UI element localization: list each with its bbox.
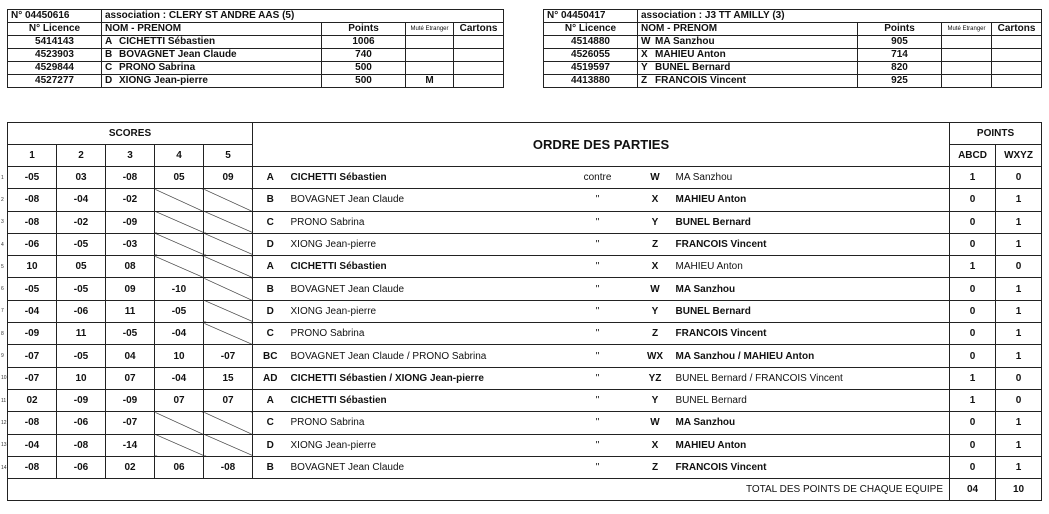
set-header-3: 3 (106, 145, 155, 167)
player-name-cell (102, 75, 322, 88)
home-letter: B (253, 278, 288, 300)
set-score-4: 06 (155, 456, 204, 478)
home-letter: A (253, 389, 288, 411)
set-score-4 (155, 211, 204, 233)
match-row (8, 389, 1042, 411)
player-mute (406, 62, 454, 75)
player-points: 740 (322, 49, 406, 62)
points-wxyz: 1 (996, 300, 1042, 322)
set-score-4 (155, 256, 204, 278)
set-score-5 (204, 278, 253, 300)
contre-label: " (558, 434, 638, 456)
contre-label: contre (558, 167, 638, 189)
points-wxyz: 1 (996, 456, 1042, 478)
player-row (8, 62, 504, 75)
player-cartons (454, 62, 504, 75)
name-header: NOM - PRENOM (102, 23, 322, 36)
set-score-5 (204, 300, 253, 322)
set-score-2: -06 (57, 456, 106, 478)
away-player: FRANCOIS Vincent (673, 456, 950, 478)
points-abcd: 1 (950, 256, 996, 278)
cartons-header: Cartons (454, 23, 504, 36)
home-player: CICHETTI Sébastien (288, 389, 558, 411)
player-name: FRANCOIS Vincent (655, 75, 746, 86)
match-order-table (7, 122, 1042, 501)
points-header: Points (858, 23, 942, 36)
set-score-2: -05 (57, 345, 106, 367)
points-abcd: 1 (950, 389, 996, 411)
set-score-2: 03 (57, 167, 106, 189)
contre-label: " (558, 300, 638, 322)
points-wxyz: 0 (996, 367, 1042, 389)
ordre-title: ORDRE DES PARTIES (253, 123, 950, 167)
home-letter: A (253, 256, 288, 278)
set-score-1: -07 (8, 345, 57, 367)
set-score-1: 10 (8, 256, 57, 278)
team-left-association: association : CLERY ST ANDRE AAS (5) (102, 10, 504, 23)
points-wxyz: 1 (996, 278, 1042, 300)
name-header: NOM - PRENOM (638, 23, 858, 36)
home-letter: BC (253, 345, 288, 367)
points-abcd: 1 (950, 367, 996, 389)
player-name-cell (102, 49, 322, 62)
player-licence: 4514880 (544, 36, 638, 49)
player-mute (942, 36, 992, 49)
scores-title: SCORES (8, 123, 253, 145)
home-letter: A (253, 167, 288, 189)
set-header-4: 4 (155, 145, 204, 167)
set-score-2: -05 (57, 278, 106, 300)
player-letter: C (105, 62, 113, 73)
set-score-2: -08 (57, 434, 106, 456)
player-name: BUNEL Bernard (655, 62, 731, 73)
mute-header: Muté Etranger (942, 23, 992, 36)
set-score-3: -07 (106, 412, 155, 434)
set-score-3: 11 (106, 300, 155, 322)
player-letter: A (105, 36, 113, 47)
set-score-5: -07 (204, 345, 253, 367)
player-name-cell (102, 36, 322, 49)
total-label: TOTAL DES POINTS DE CHAQUE EQUIPE (8, 479, 950, 501)
player-mute (406, 49, 454, 62)
set-score-1: -05 (8, 167, 57, 189)
row-number: 9 (1, 353, 4, 360)
player-points: 820 (858, 62, 942, 75)
set-score-3: 09 (106, 278, 155, 300)
player-row (8, 75, 504, 88)
points-wxyz: 0 (996, 389, 1042, 411)
away-letter: X (638, 434, 673, 456)
set-score-2: 05 (57, 256, 106, 278)
points-abcd-header: ABCD (950, 145, 996, 167)
contre-label: " (558, 189, 638, 211)
player-mute: M (406, 75, 454, 88)
set-score-4 (155, 189, 204, 211)
player-row (544, 36, 1042, 49)
player-licence: 5414143 (8, 36, 102, 49)
match-row (8, 189, 1042, 211)
points-wxyz: 0 (996, 256, 1042, 278)
set-score-3: -09 (106, 211, 155, 233)
player-row (544, 62, 1042, 75)
set-score-5 (204, 412, 253, 434)
set-score-2: 11 (57, 323, 106, 345)
match-row (8, 167, 1042, 189)
points-wxyz: 1 (996, 189, 1042, 211)
match-row (8, 367, 1042, 389)
player-points: 905 (858, 36, 942, 49)
away-player: BUNEL Bernard (673, 211, 950, 233)
set-header-2: 2 (57, 145, 106, 167)
set-score-5 (204, 434, 253, 456)
points-wxyz: 1 (996, 345, 1042, 367)
points-title: POINTS (950, 123, 1042, 145)
set-score-3: -02 (106, 189, 155, 211)
points-wxyz: 1 (996, 211, 1042, 233)
away-letter: Z (638, 233, 673, 255)
away-player: MAHIEU Anton (673, 434, 950, 456)
away-player: FRANCOIS Vincent (673, 233, 950, 255)
set-score-3: 04 (106, 345, 155, 367)
row-number: 11 (1, 397, 7, 404)
points-wxyz: 1 (996, 233, 1042, 255)
licence-header: N° Licence (544, 23, 638, 36)
home-player: CICHETTI Sébastien (288, 256, 558, 278)
away-player: MA Sanzhou (673, 167, 950, 189)
player-cartons (992, 36, 1042, 49)
away-player: BUNEL Bernard (673, 300, 950, 322)
player-name-cell (638, 49, 858, 62)
points-wxyz: 1 (996, 323, 1042, 345)
contre-label: " (558, 256, 638, 278)
home-letter: AD (253, 367, 288, 389)
set-score-3: -08 (106, 167, 155, 189)
away-player: MA Sanzhou (673, 278, 950, 300)
away-player: MAHIEU Anton (673, 189, 950, 211)
set-score-5: 07 (204, 389, 253, 411)
home-letter: C (253, 323, 288, 345)
away-letter: Z (638, 323, 673, 345)
licence-header: N° Licence (8, 23, 102, 36)
points-abcd: 0 (950, 189, 996, 211)
match-row (8, 233, 1042, 255)
set-header-1: 1 (8, 145, 57, 167)
away-letter: Y (638, 300, 673, 322)
set-score-5 (204, 323, 253, 345)
home-player: BOVAGNET Jean Claude (288, 189, 558, 211)
set-score-3: 07 (106, 367, 155, 389)
player-cartons (454, 36, 504, 49)
player-licence: 4523903 (8, 49, 102, 62)
player-name: MA Sanzhou (655, 36, 715, 47)
player-cartons (992, 75, 1042, 88)
set-score-1: -08 (8, 412, 57, 434)
player-row (8, 49, 504, 62)
set-score-4: 07 (155, 389, 204, 411)
points-abcd: 1 (950, 167, 996, 189)
away-letter: Z (638, 456, 673, 478)
home-player: BOVAGNET Jean Claude (288, 456, 558, 478)
match-row (8, 345, 1042, 367)
player-licence: 4413880 (544, 75, 638, 88)
contre-label: " (558, 233, 638, 255)
total-abcd: 04 (950, 479, 996, 501)
set-score-5 (204, 233, 253, 255)
player-name: XIONG Jean-pierre (119, 75, 208, 86)
set-score-2: -05 (57, 233, 106, 255)
row-number: 4 (1, 241, 4, 248)
set-score-1: -06 (8, 233, 57, 255)
player-points: 925 (858, 75, 942, 88)
player-cartons (454, 49, 504, 62)
set-header-5: 5 (204, 145, 253, 167)
points-abcd: 0 (950, 278, 996, 300)
home-player: XIONG Jean-pierre (288, 300, 558, 322)
away-letter: YZ (638, 367, 673, 389)
player-points: 500 (322, 62, 406, 75)
match-row (8, 256, 1042, 278)
player-points: 500 (322, 75, 406, 88)
team-right-number: N° 04450417 (544, 10, 638, 23)
points-abcd: 0 (950, 323, 996, 345)
points-abcd: 0 (950, 345, 996, 367)
set-score-2: -04 (57, 189, 106, 211)
player-letter: Y (641, 62, 648, 73)
player-mute (942, 62, 992, 75)
contre-label: " (558, 412, 638, 434)
set-score-1: -05 (8, 278, 57, 300)
player-name: CICHETTI Sébastien (119, 36, 216, 47)
away-letter: WX (638, 345, 673, 367)
team-right-association: association : J3 TT AMILLY (3) (638, 10, 1042, 23)
points-abcd: 0 (950, 300, 996, 322)
set-score-3: 02 (106, 456, 155, 478)
away-letter: Y (638, 389, 673, 411)
set-score-1: -08 (8, 456, 57, 478)
points-abcd: 0 (950, 434, 996, 456)
home-letter: B (253, 189, 288, 211)
away-player: FRANCOIS Vincent (673, 323, 950, 345)
row-number: 7 (1, 308, 4, 315)
home-player: PRONO Sabrina (288, 211, 558, 233)
contre-label: " (558, 389, 638, 411)
set-score-1: -07 (8, 367, 57, 389)
home-letter: D (253, 434, 288, 456)
away-letter: W (638, 278, 673, 300)
points-header: Points (322, 23, 406, 36)
set-score-1: -09 (8, 323, 57, 345)
away-letter: W (638, 167, 673, 189)
player-letter: B (105, 49, 113, 60)
set-score-4: -05 (155, 300, 204, 322)
player-licence: 4526055 (544, 49, 638, 62)
contre-label: " (558, 345, 638, 367)
set-score-4: -04 (155, 367, 204, 389)
player-name-cell (638, 75, 858, 88)
player-name-cell (638, 36, 858, 49)
player-letter: W (641, 36, 651, 47)
points-wxyz: 1 (996, 412, 1042, 434)
home-player: XIONG Jean-pierre (288, 434, 558, 456)
row-number: 3 (1, 219, 4, 226)
player-row (544, 75, 1042, 88)
away-player: BUNEL Bernard / FRANCOIS Vincent (673, 367, 950, 389)
home-player: PRONO Sabrina (288, 323, 558, 345)
set-score-4: 10 (155, 345, 204, 367)
home-letter: B (253, 456, 288, 478)
player-letter: Z (641, 75, 648, 86)
set-score-2: -06 (57, 412, 106, 434)
set-score-1: 02 (8, 389, 57, 411)
row-number: 13 (1, 442, 7, 449)
contre-label: " (558, 456, 638, 478)
home-player: BOVAGNET Jean Claude / PRONO Sabrina (288, 345, 558, 367)
row-number: 1 (1, 174, 4, 181)
home-letter: C (253, 412, 288, 434)
player-points: 1006 (322, 36, 406, 49)
row-number: 2 (1, 196, 4, 203)
row-number: 10 (1, 375, 7, 382)
row-number: 8 (1, 330, 4, 337)
set-score-5: 09 (204, 167, 253, 189)
total-wxyz: 10 (996, 479, 1042, 501)
player-cartons (992, 62, 1042, 75)
row-number: 12 (1, 419, 7, 426)
set-score-3: -03 (106, 233, 155, 255)
player-cartons (992, 49, 1042, 62)
home-letter: D (253, 300, 288, 322)
set-score-2: -06 (57, 300, 106, 322)
set-score-2: -09 (57, 389, 106, 411)
away-letter: X (638, 256, 673, 278)
set-score-3: -09 (106, 389, 155, 411)
set-score-5 (204, 211, 253, 233)
match-row (8, 434, 1042, 456)
player-licence: 4529844 (8, 62, 102, 75)
match-row (8, 300, 1042, 322)
player-points: 714 (858, 49, 942, 62)
set-score-4: 05 (155, 167, 204, 189)
away-player: MA Sanzhou / MAHIEU Anton (673, 345, 950, 367)
points-abcd: 0 (950, 233, 996, 255)
player-mute (942, 75, 992, 88)
match-row (8, 456, 1042, 478)
away-player: MAHIEU Anton (673, 256, 950, 278)
player-row (544, 49, 1042, 62)
set-score-4: -04 (155, 323, 204, 345)
row-number: 5 (1, 263, 4, 270)
match-row (8, 323, 1042, 345)
home-player: CICHETTI Sébastien / XIONG Jean-pierre (288, 367, 558, 389)
team-left-table (7, 9, 504, 88)
away-letter: W (638, 412, 673, 434)
points-abcd: 0 (950, 456, 996, 478)
set-score-2: -02 (57, 211, 106, 233)
set-score-1: -08 (8, 189, 57, 211)
home-player: BOVAGNET Jean Claude (288, 278, 558, 300)
contre-label: " (558, 278, 638, 300)
home-letter: D (253, 233, 288, 255)
player-name: BOVAGNET Jean Claude (119, 49, 237, 60)
away-player: BUNEL Bernard (673, 389, 950, 411)
player-cartons (454, 75, 504, 88)
set-score-5 (204, 189, 253, 211)
player-letter: D (105, 75, 113, 86)
player-name: PRONO Sabrina (119, 62, 196, 73)
set-score-5: 15 (204, 367, 253, 389)
set-score-1: -04 (8, 434, 57, 456)
set-score-3: -05 (106, 323, 155, 345)
row-number: 6 (1, 286, 4, 293)
cartons-header: Cartons (992, 23, 1042, 36)
set-score-4: -10 (155, 278, 204, 300)
set-score-4 (155, 412, 204, 434)
player-letter: X (641, 49, 648, 60)
set-score-3: 08 (106, 256, 155, 278)
player-licence: 4527277 (8, 75, 102, 88)
match-row (8, 412, 1042, 434)
set-score-4 (155, 233, 204, 255)
contre-label: " (558, 367, 638, 389)
points-abcd: 0 (950, 412, 996, 434)
mute-header: Muté Etranger (406, 23, 454, 36)
set-score-1: -08 (8, 211, 57, 233)
set-score-2: 10 (57, 367, 106, 389)
team-left-number: N° 04450616 (8, 10, 102, 23)
home-player: XIONG Jean-pierre (288, 233, 558, 255)
player-name: MAHIEU Anton (655, 49, 726, 60)
contre-label: " (558, 211, 638, 233)
set-score-4 (155, 434, 204, 456)
match-row (8, 211, 1042, 233)
away-player: MA Sanzhou (673, 412, 950, 434)
player-row (8, 36, 504, 49)
player-name-cell (638, 62, 858, 75)
set-score-3: -14 (106, 434, 155, 456)
points-abcd: 0 (950, 211, 996, 233)
home-player: CICHETTI Sébastien (288, 167, 558, 189)
set-score-5 (204, 256, 253, 278)
set-score-1: -04 (8, 300, 57, 322)
player-mute (942, 49, 992, 62)
player-name-cell (102, 62, 322, 75)
home-player: PRONO Sabrina (288, 412, 558, 434)
player-mute (406, 36, 454, 49)
points-wxyz-header: WXYZ (996, 145, 1042, 167)
row-number: 14 (1, 464, 7, 471)
points-wxyz: 1 (996, 434, 1042, 456)
points-wxyz: 0 (996, 167, 1042, 189)
match-row (8, 278, 1042, 300)
team-right-table (543, 9, 1042, 88)
contre-label: " (558, 323, 638, 345)
home-letter: C (253, 211, 288, 233)
set-score-5: -08 (204, 456, 253, 478)
away-letter: Y (638, 211, 673, 233)
away-letter: X (638, 189, 673, 211)
player-licence: 4519597 (544, 62, 638, 75)
